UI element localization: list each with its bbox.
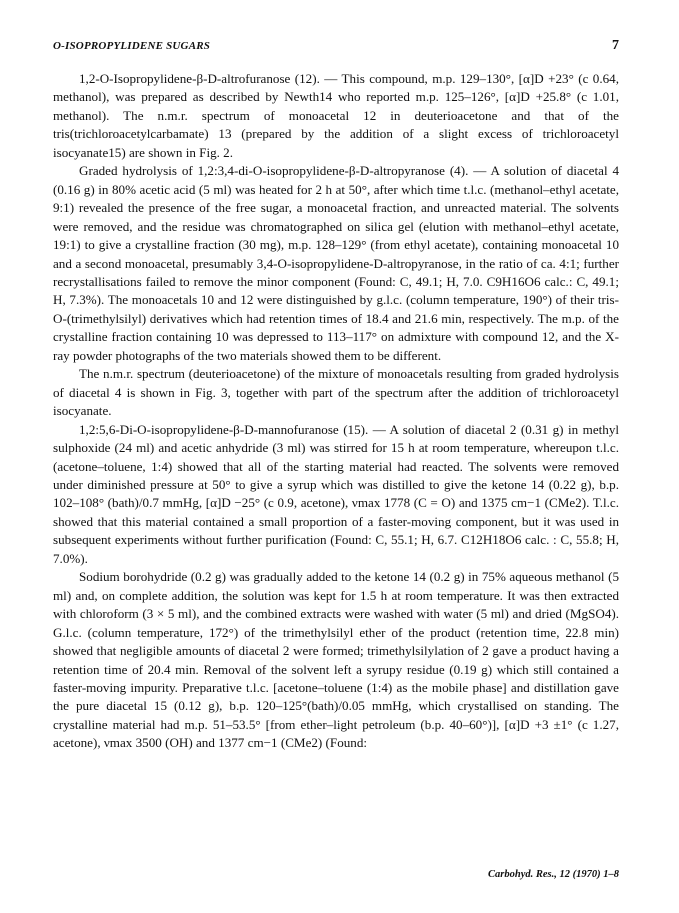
running-title: O-ISOPROPYLIDENE SUGARS — [53, 40, 211, 52]
paragraph-mannofuranose: 1,2:5,6-Di-O-isopropylidene-β-D-mannofuranose (15). — A solution of diacetal 2 (0.31 g) in methyl sulphoxide (24 ml) and acetic anhydride (3 ml) was stirred for 15 h at room temperature, whereupon t.l.c. (acetone–toluene, 1:4) showed that all of the starting material had reacted. The solvents were removed under diminished pressure at 50° to give a syrup which was distilled to give the ketone 14 (0.22 g), b.p. 102–108° (bath)/0.7 mmHg, [α]D −25° (c 0.9, acetone), νmax 1778 (C = O) and 1375 cm−1 (CMe2). T.l.c. showed that this material contained a small proportion of a faster-moving component, but it was used in subsequent experiments without further purification (Found: C, 55.1; H, 6.7. C12H18O6 calc. : C, 55.8; H, 7.0%). — [53, 421, 619, 566]
document-page — [53, 38, 619, 880]
page-number: 7 — [612, 38, 619, 53]
paragraph-altrofuranose: 1,2-O-Isopropylidene-β-D-altrofuranose (12). — This compound, m.p. 129–130°, [α]D +23° (c 0.64, methanol), was prepared as described by Newth14 who reported m.p. 125–126°, [α]D +25.8° (c 1.01, methanol). The n.m.r. spectrum of monoacetal 12 in deuterioacetone and that of the tris(trichloroacetylcarbamate) 13 (prepared by the addition of a slight excess of trichloroacetyl isocyanate15) are shown in Fig. 2. — [53, 71, 619, 160]
page-header — [53, 38, 619, 60]
paragraph-borohydride: Sodium borohydride (0.2 g) was gradually added to the ketone 14 (0.2 g) in 75% aqueous methanol (5 ml) and, on complete addition, the solution was kept for 1.5 h at room temperature. It was then extracted with chloroform (3 × 5 ml), and the combined extracts were washed with water (5 ml) and dried (MgSO4). G.l.c. (column temperature, 172°) of the trimethylsilyl ether of the product (retention time, 22.8 min) showed that negligible amounts of diacetal 2 were formed; trimethylsilylation of 2 gave a product having a retention time of 20.4 min. Removal of the solvent left a syrupy residue (0.19 g) which still contained a faster-moving impurity. Preparative t.l.c. [acetone–toluene (1:4) as the mobile phase] and distillation gave the pure diacetal 15 (0.12 g), b.p. 120–125°(bath)/0.05 mmHg, which crystallised on standing. The crystalline material had m.p. 51–53.5° [from ether–light petroleum (b.p. 40–60°)], [α]D +3 ±1° (c 1.27, acetone), νmax 3500 (OH) and 1377 cm−1 (CMe2) (Found: — [53, 569, 619, 751]
paragraph-graded-hydrolysis: Graded hydrolysis of 1,2:3,4-di-O-isopropylidene-β-D-altropyranose (4). — A solution of diacetal 4 (0.16 g) in 80% acetic acid (5 ml) was heated for 2 h at 50°, after which time t.l.c. (methanol–ethyl acetate, 9:1) revealed the presence of the free sugar, a monoacetal fraction, and unreacted material. The solvents were removed, and the residue was chromatographed on silica gel (elution with methanol–ethyl acetate, 19:1) to give a crystalline fraction (30 mg), m.p. 128–129° (from ethyl acetate), containing monoacetal 10 and a second monoacetal, presumably 3,4-O-isopropylidene-D-altropyranose, in the ratio of ca. 4:1; further recrystallisations failed to remove the minor component (Found: C, 49.1; H, 7.0. C9H16O6 calc.: C, 49.1; H, 7.3%). The monoacetals 10 and 12 were distinguished by g.l.c. (column temperature, 190°) of their tris-O-(trimethylsilyl) derivatives which had retention times of 18.4 and 21.6 min, respectively. The m.p. of the crystalline fraction containing 10 was depressed to 113–117° on admixture with compound 12, and the X-ray powder photographs of the two materials showed them to be different. — [53, 163, 619, 363]
journal-citation: Carbohyd. Res., 12 (1970) 1–8 — [488, 869, 619, 880]
paragraph-nmr-spectrum: The n.m.r. spectrum (deuterioacetone) of the mixture of monoacetals resulting from graded hydrolysis of diacetal 4 is shown in Fig. 3, together with part of the spectrum after the addition of trichloroacetyl isocyanate. — [53, 366, 619, 419]
body-text — [53, 70, 619, 753]
